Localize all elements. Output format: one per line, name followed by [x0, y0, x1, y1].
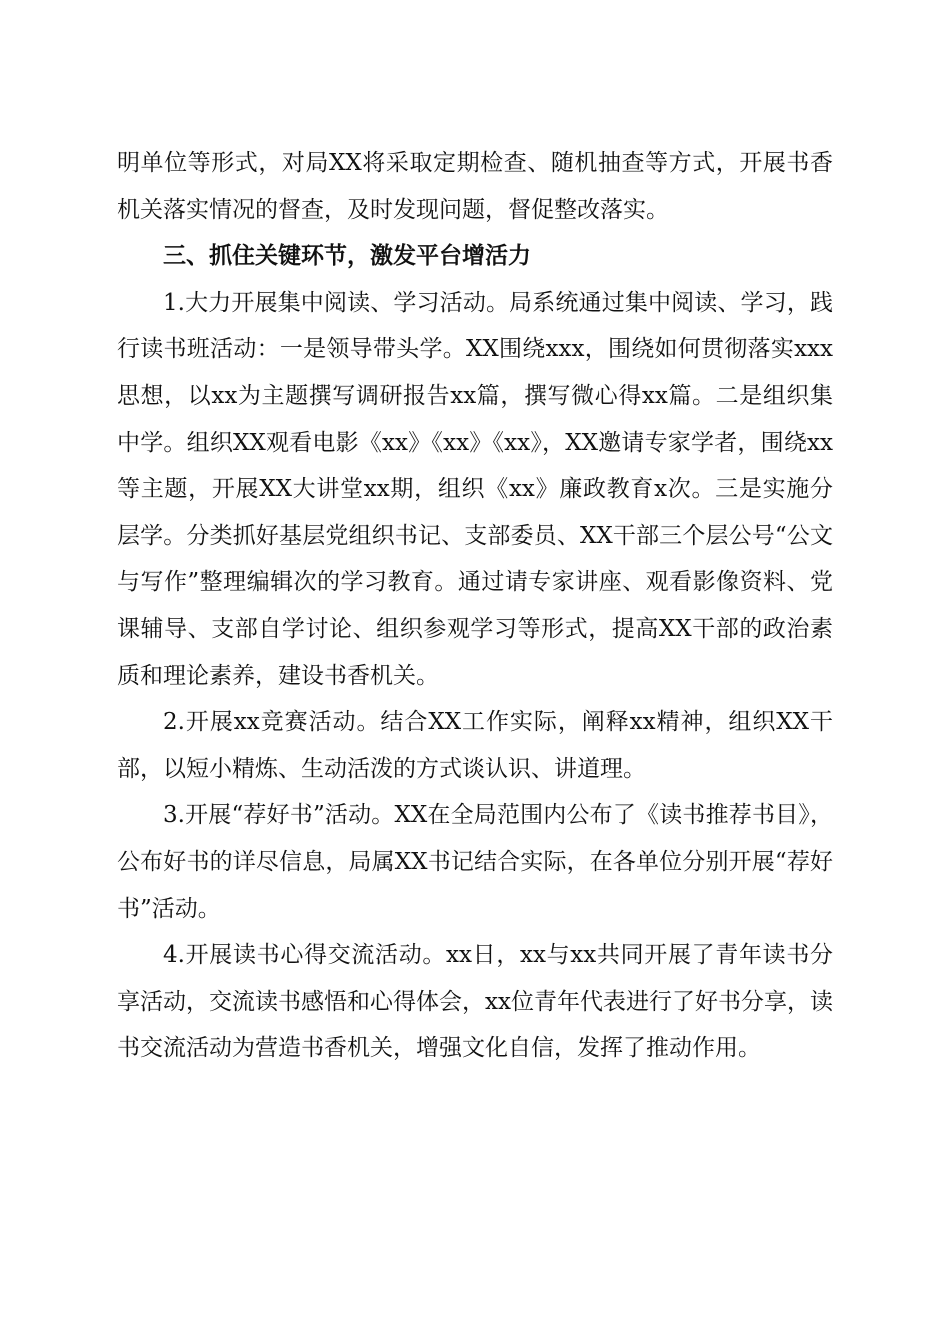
paragraph-continuation: 明单位等形式，对局XX将采取定期检查、随机抽查等方式，开展书香机关落实情况的督查，及时发现问题，督促整改落实。 — [117, 150, 833, 223]
section-heading: 三、抓住关键环节，激发平台增活力 — [163, 243, 531, 270]
paragraph-item-1: 1.大力开展集中阅读、学习活动。局系统通过集中阅读、学习，践行读书班活动：一是领导带头学。XX围绕xxx，围绕如何贯彻落实xxx思想，以xx为主题撰写调研报告xx篇，撰写微心得xx篇。二是组织集中学。组织XX观看电影《xx》《xx》《xx》，XX邀请专家学者，围绕xx等主题，开展XX大讲堂xx期，组织《xx》廉政教育x次。三是实施分层学。分类抓好基层党组织书记、支部委员、XX干部三个层公号“公文与写作”整理编辑次的学习教育。通过请专家讲座、观看影像资料、党课辅导、支部自学讨论、组织参观学习等形式，提高XX干部的政治素质和理论素养，建设书香机关。 — [117, 289, 833, 689]
paragraph-item-3: 3.开展“荐好书”活动。XX在全局范围内公布了《读书推荐书目》，公布好书的详尽信息，局属XX书记结合实际，在各单位分别开展“荐好书”活动。 — [117, 802, 833, 922]
paragraph-item-4: 4.开展读书心得交流活动。xx日，xx与xx共同开展了青年读书分享活动，交流读书感悟和心得体会，xx位青年代表进行了好书分享，读书交流活动为营造书香机关，增强文化自信，发挥了推动作用。 — [117, 942, 833, 1062]
paragraph-item-2: 2.开展xx竞赛活动。结合XX工作实际，阐释xx精神，组织XX干部，以短小精炼、生动活泼的方式谈认识、讲道理。 — [117, 709, 833, 782]
document-body — [117, 140, 833, 1072]
